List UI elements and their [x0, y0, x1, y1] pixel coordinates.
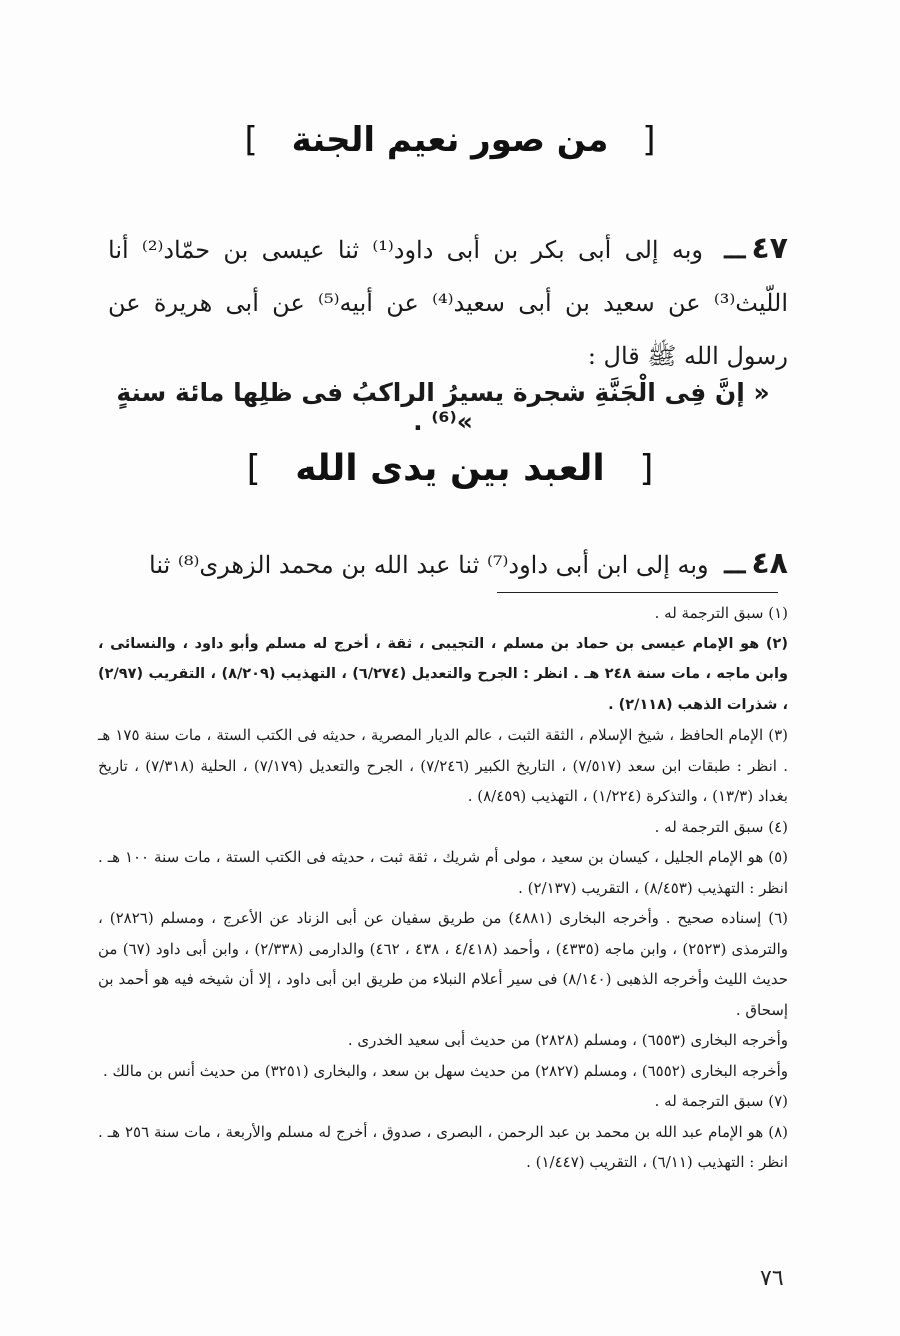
hadith-48 [108, 537, 788, 592]
footnote: (٨) هو الإمام عبد الله بن محمد بن عبد الرحمن ، البصرى ، صدوق ، أخرج له مسلم والأربعة ، مات سنة ٢٥٦ هـ . انظر : التهذيب (٦/١١) ، التقريب (١/٤٤٧) . [98, 1122, 789, 1171]
heading-title: العبد بين يدى الله [295, 448, 605, 489]
section-heading-servant [0, 448, 900, 489]
footnote: (٦) إسناده صحيح . وأخرجه البخارى (٤٨٨١) من طريق سفيان عن أبى الزناد عن الأعرج ، ومسلم (٢٨٢٦) ، والترمذى (٢٥٢٣) ، وابن ماجه (٤٣٣٥) ، وأحمد (٤/٤١٨ ، ٤٣٨ ، ٤٦٢) والدارمى (٢/٣٣٨) ، وابن أبى داود (٦٧) من حديث الليث وأخرجه الذهبى (٨/١٤٠) فى سير أعلام النبلاء من طريق ابن أبى داود ، إلا أن شيخه فيه هو أحمد بن إسحاق . [98, 909, 789, 1019]
hadith-dash: ـــ [724, 550, 746, 579]
hadith-number: ٤٨ [751, 546, 788, 581]
footnote: وأخرجه البخارى (٦٥٥٢) ، ومسلم (٢٨٢٧) من حديث سهل بن سعد ، والبخارى (٣٢٥١) من حديث أنس بن مالك . [102, 1061, 788, 1080]
bracket-open: [ [642, 120, 656, 160]
footnote: (١) سبق الترجمة له . [654, 604, 788, 622]
bracket-open: [ [639, 448, 654, 489]
hadith-47-quote: « إنَّ فِى الْجَنَّةِ شجرة يسيرُ الراكبُ فى ظلِها مائة سنةٍ »⁽⁶⁾ . [116, 378, 770, 436]
footnote: (٢) هو الإمام عيسى بن حماد بن مسلم ، التجيبى ، ثقة ، أخرج له مسلم وأبو داود ، والنسائى ، وابن ماجه ، مات سنة ٢٤٨ هـ . انظر : الجرح والتعديل (٦/٢٧٤) ، التهذيب (٨/٢٠٩) ، التقريب (٢/٩٧) ، شذرات الذهب (٢/١١٨) . [98, 635, 788, 713]
bracket-close: ] [246, 448, 261, 489]
footnotes [98, 598, 788, 1178]
hadith-47 [108, 222, 788, 383]
footnote: (٧) سبق الترجمة له . [654, 1092, 788, 1110]
footnote-divider [497, 592, 778, 593]
footnote: (٤) سبق الترجمة له . [654, 817, 788, 836]
hadith-number: ٤٧ [751, 231, 788, 266]
hadith-chain: وبه إلى ابن أبى داود⁽⁷⁾ ثنا عبد الله بن محمد الزهرى⁽⁸⁾ ثنا [149, 551, 709, 579]
section-heading-paradise [0, 120, 900, 160]
page-number: ٧٦ [760, 1266, 784, 1291]
hadith-chain: وبه إلى أبى بكر بن أبى داود⁽¹⁾ ثنا عيسى بن حمّاد⁽²⁾ أنا اللّيث⁽³⁾ عن سعيد بن أبى سعيد⁽⁴⁾ عن أبيه⁽⁵⁾ عن أبى هريرة عن رسول الله ﷺ قال : [108, 236, 789, 370]
footnote: وأخرجه البخارى (٦٥٥٣) ، ومسلم (٢٨٢٨) من حديث أبى سعيد الخدرى . [347, 1031, 788, 1049]
footnote: (٥) هو الإمام الجليل ، كيسان بن سعيد ، مولى أم شريك ، ثقة ثبت ، حديثه فى الكتب الستة ، مات سنة ١٠٠ هـ . انظر : التهذيب (٨/٤٥٣) ، التقريب (٢/١٣٧) . [98, 848, 788, 897]
heading-title: من صور نعيم الجنة [291, 120, 609, 160]
footnote: (٣) الإمام الحافظ ، شيخ الإسلام ، الثقة الثبت ، عالم الديار المصرية ، حديثه فى الكتب الستة ، مات سنة ١٧٥ هـ . انظر : طبقات ابن سعد (٧/٥١٧) ، التاريخ الكبير (٧/٢٤٦) ، الجرح والتعديل (٧/١٧٩) ، الحلية (٧/٣١٨) ، تاريخ بغداد (١٣/٣) ، والتذكرة (١/٢٢٤) ، التهذيب (٨/٤٥٩) . [98, 726, 789, 805]
bracket-close: ] [244, 120, 258, 160]
hadith-dash: ـــ [724, 235, 746, 264]
